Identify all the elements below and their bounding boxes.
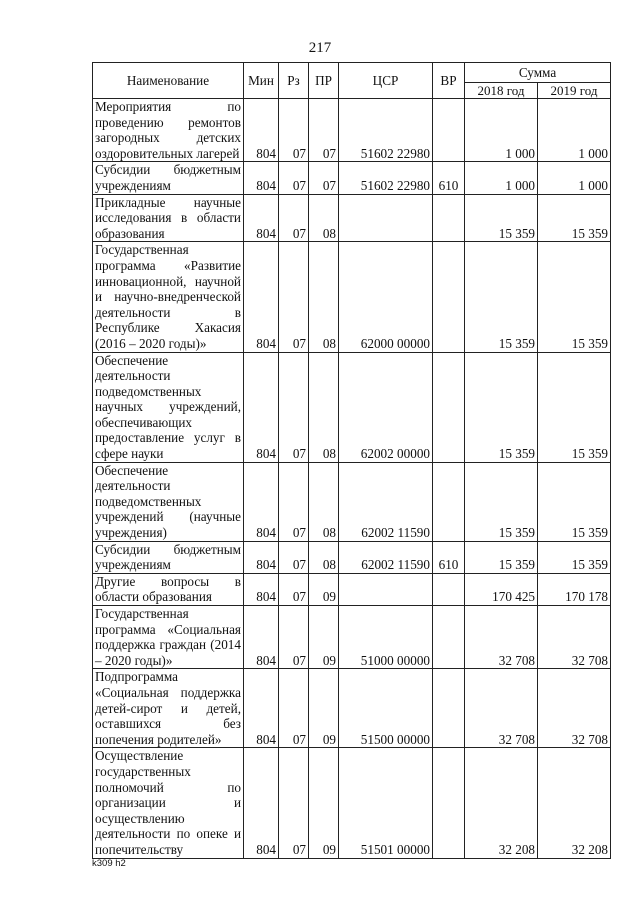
- row-sum-2018: 1 000: [465, 99, 538, 162]
- row-sum-2018: 1 000: [465, 162, 538, 194]
- row-name: Обеспечение деятельности подведомственных учреждений (научные учреждения): [93, 462, 244, 541]
- row-rz: 07: [279, 573, 309, 605]
- row-sum-2019: 32 208: [538, 748, 611, 858]
- row-csr: 62002 00000: [339, 352, 433, 462]
- row-rz: 07: [279, 541, 309, 573]
- row-csr: [339, 194, 433, 242]
- row-sum-2018: 15 359: [465, 194, 538, 242]
- row-vr: [433, 99, 465, 162]
- row-name: Государственная программа «Развитие инновационной, научной и научно-внедренческой деятельности в Республике Хакасия (2016 – 2020 годы)»: [93, 242, 244, 352]
- row-pr: 07: [309, 99, 339, 162]
- row-rz: 07: [279, 748, 309, 858]
- row-min: 804: [244, 194, 279, 242]
- row-min: 804: [244, 462, 279, 541]
- row-sum-2018: 15 359: [465, 352, 538, 462]
- row-name: Прикладные научные исследования в области образования: [93, 194, 244, 242]
- row-sum-2018: 32 708: [465, 606, 538, 669]
- header-name: Наименование: [93, 63, 244, 99]
- table-row: [93, 573, 611, 605]
- row-min: 804: [244, 606, 279, 669]
- row-vr: [433, 352, 465, 462]
- row-sum-2018: 15 359: [465, 462, 538, 541]
- row-vr: [433, 242, 465, 352]
- row-pr: 08: [309, 352, 339, 462]
- row-sum-2019: 15 359: [538, 462, 611, 541]
- row-pr: 08: [309, 194, 339, 242]
- table-row: [93, 669, 611, 748]
- row-sum-2019: 15 359: [538, 352, 611, 462]
- row-min: 804: [244, 541, 279, 573]
- page-number: 217: [308, 40, 332, 56]
- header-rz: Рз: [279, 63, 309, 99]
- row-rz: 07: [279, 162, 309, 194]
- row-name: Другие вопросы в области образования: [93, 573, 244, 605]
- budget-table: [92, 62, 611, 859]
- row-min: 804: [244, 99, 279, 162]
- row-name: Мероприятия по проведению ремонтов загородных детских оздоровительных лагерей: [93, 99, 244, 162]
- table-row: [93, 194, 611, 242]
- row-rz: 07: [279, 606, 309, 669]
- row-csr: 51000 00000: [339, 606, 433, 669]
- row-min: 804: [244, 573, 279, 605]
- row-pr: 08: [309, 242, 339, 352]
- header-pr: ПР: [309, 63, 339, 99]
- footer-code: k309 h2: [92, 858, 126, 869]
- row-sum-2019: 15 359: [538, 194, 611, 242]
- header-sum: Сумма: [465, 63, 611, 83]
- row-sum-2018: 15 359: [465, 242, 538, 352]
- table-row: [93, 606, 611, 669]
- table-row: [93, 99, 611, 162]
- row-min: 804: [244, 669, 279, 748]
- row-pr: 09: [309, 573, 339, 605]
- row-sum-2018: 32 708: [465, 669, 538, 748]
- row-vr: [433, 573, 465, 605]
- row-vr: 610: [433, 162, 465, 194]
- row-csr: 51602 22980: [339, 99, 433, 162]
- row-sum-2019: 1 000: [538, 99, 611, 162]
- row-csr: 51501 00000: [339, 748, 433, 858]
- row-sum-2019: 15 359: [538, 541, 611, 573]
- row-sum-2019: 170 178: [538, 573, 611, 605]
- row-pr: 09: [309, 606, 339, 669]
- table-row: [93, 352, 611, 462]
- row-csr: 51500 00000: [339, 669, 433, 748]
- table-row: [93, 242, 611, 352]
- row-csr: 62000 00000: [339, 242, 433, 352]
- row-name: Государственная программа «Социальная поддержка граждан (2014 – 2020 годы)»: [93, 606, 244, 669]
- row-sum-2018: 32 208: [465, 748, 538, 858]
- table-row: [93, 748, 611, 858]
- table-row: [93, 541, 611, 573]
- header-vr: ВР: [433, 63, 465, 99]
- row-pr: 09: [309, 669, 339, 748]
- row-sum-2019: 32 708: [538, 669, 611, 748]
- row-vr: [433, 606, 465, 669]
- row-rz: 07: [279, 462, 309, 541]
- row-rz: 07: [279, 242, 309, 352]
- row-rz: 07: [279, 99, 309, 162]
- row-pr: 09: [309, 748, 339, 858]
- row-vr: [433, 194, 465, 242]
- row-min: 804: [244, 242, 279, 352]
- row-sum-2019: 32 708: [538, 606, 611, 669]
- row-vr: [433, 669, 465, 748]
- row-sum-2018: 170 425: [465, 573, 538, 605]
- row-vr: [433, 748, 465, 858]
- row-vr: 610: [433, 541, 465, 573]
- row-rz: 07: [279, 669, 309, 748]
- row-name: Обеспечение деятельности подведомственных научных учреждений, обеспечивающих предоставление услуг в сфере науки: [93, 352, 244, 462]
- row-sum-2018: 15 359: [465, 541, 538, 573]
- row-name: Осуществление государственных полномочий по организации и осуществлению деятельности по опеке и попечительству: [93, 748, 244, 858]
- table-row: [93, 162, 611, 194]
- row-name: Субсидии бюджетным учреждениям: [93, 162, 244, 194]
- row-sum-2019: 1 000: [538, 162, 611, 194]
- row-csr: 62002 11590: [339, 462, 433, 541]
- row-csr: 62002 11590: [339, 541, 433, 573]
- row-pr: 08: [309, 462, 339, 541]
- row-pr: 08: [309, 541, 339, 573]
- row-csr: 51602 22980: [339, 162, 433, 194]
- table-row: [93, 462, 611, 541]
- row-sum-2019: 15 359: [538, 242, 611, 352]
- row-csr: [339, 573, 433, 605]
- row-name: Субсидии бюджетным учреждениям: [93, 541, 244, 573]
- header-year-2018: 2018 год: [465, 83, 538, 99]
- row-vr: [433, 462, 465, 541]
- row-min: 804: [244, 748, 279, 858]
- row-name: Подпрограмма «Социальная поддержка детей-сирот и детей, оставшихся без попечения родителей»: [93, 669, 244, 748]
- header-min: Мин: [244, 63, 279, 99]
- header-year-2019: 2019 год: [538, 83, 611, 99]
- row-rz: 07: [279, 194, 309, 242]
- row-min: 804: [244, 352, 279, 462]
- row-pr: 07: [309, 162, 339, 194]
- row-rz: 07: [279, 352, 309, 462]
- row-min: 804: [244, 162, 279, 194]
- header-csr: ЦСР: [339, 63, 433, 99]
